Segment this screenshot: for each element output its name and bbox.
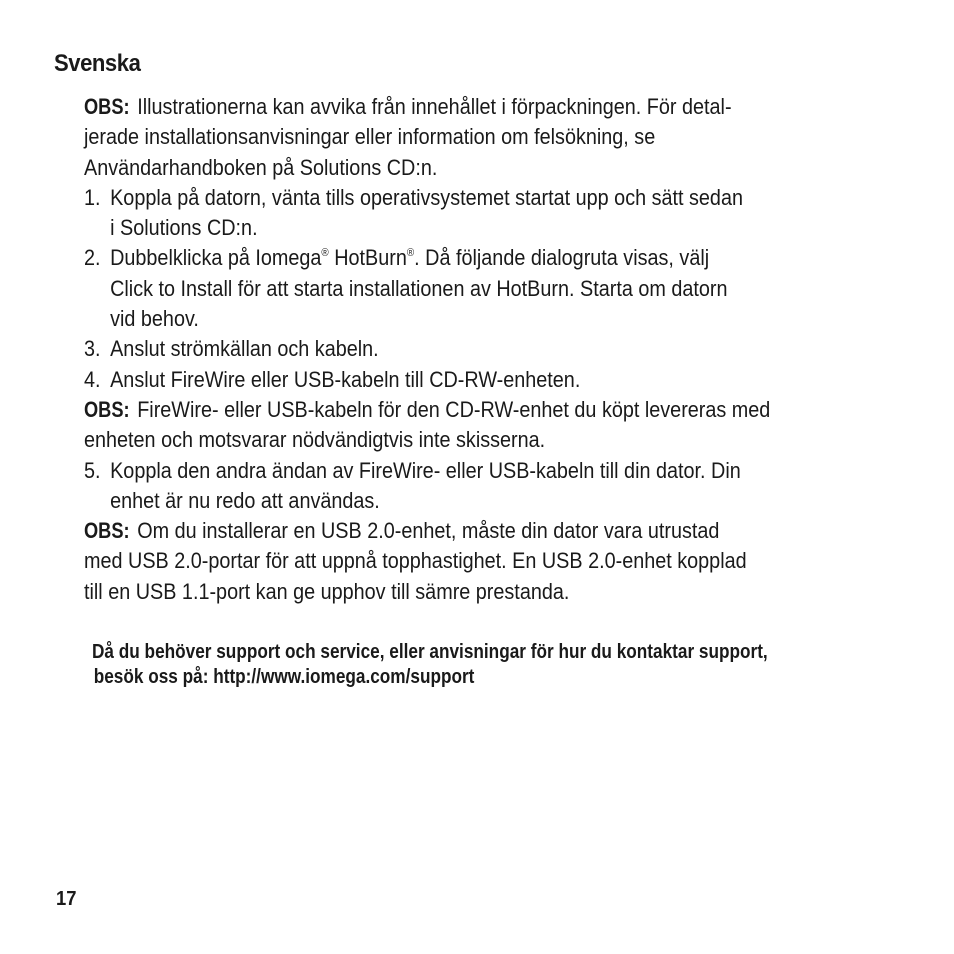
support-line1: Då du behöver support och service, eller anvisningar för hur du kontaktar support, (92, 641, 768, 663)
step-5-line1: Koppla den andra ändan av FireWire- eller USB-kabeln till din dator. Din (110, 457, 741, 483)
step-number: 3. (84, 336, 101, 362)
step-1-line1: Koppla på datorn, vänta tills operativsystemet startat upp och sätt sedan (110, 184, 743, 210)
note-cable (84, 395, 876, 456)
step-2-line2: Click to Install för att starta installationen av HotBurn. Starta om datorn (110, 275, 728, 301)
step-2-mid: HotBurn (328, 245, 407, 271)
step-number: 1. (84, 184, 101, 210)
note3-line3: till en USB 1.1-port kan ge upphov till sämre prestanda. (84, 578, 570, 604)
note-usb (84, 516, 876, 607)
step-1-line2: i Solutions CD:n. (110, 215, 258, 241)
step-1 (84, 183, 876, 244)
support-notice (92, 640, 832, 689)
obs-label: OBS: (84, 518, 130, 544)
step-2-post: . Då följande dialogruta visas, välj (414, 245, 710, 271)
note1-line3: Användarhandboken på Solutions CD:n. (84, 154, 438, 180)
registered-mark: ® (321, 247, 329, 260)
step-2-line3: vid behov. (110, 306, 199, 332)
support-line2 (92, 665, 832, 690)
step-number: 2. (84, 245, 101, 271)
obs-label: OBS: (84, 94, 130, 119)
step-2-pre: Dubbelklicka på Iomega (110, 245, 322, 271)
step-5 (84, 456, 876, 517)
step-3-line1: Anslut strömkällan och kabeln. (110, 336, 379, 362)
note2-line2: enheten och motsvarar nödvändigtvis inte skisserna. (84, 427, 546, 453)
step-number: 5. (84, 457, 101, 483)
note1-line2: jerade installationsanvisningar eller information om felsökning, se (84, 124, 656, 150)
section-heading: Svenska (54, 50, 141, 77)
step-number: 4. (84, 366, 101, 392)
step-4 (84, 365, 876, 395)
support-url-link[interactable]: http://www.iomega.com/support (213, 665, 475, 688)
note2-line1: FireWire- eller USB-kabeln för den CD-RW-enhet du köpt levereras med (137, 396, 771, 422)
page-number: 17 (56, 888, 77, 910)
instructions-body (84, 92, 876, 607)
step-3 (84, 334, 876, 364)
note3-line1: Om du installerar en USB 2.0-enhet, måste din dator vara utrustad (137, 518, 720, 544)
registered-mark: ® (406, 247, 415, 260)
obs-label: OBS: (84, 396, 130, 422)
note1-line1: Illustrationerna kan avvika från innehållet i förpackningen. För detal- (137, 94, 732, 119)
support-prefix: besök oss på: (93, 665, 214, 688)
step-4-line1: Anslut FireWire eller USB-kabeln till CD-RW-enheten. (110, 366, 581, 392)
note3-line2: med USB 2.0-portar för att uppnå topphastighet. En USB 2.0-enhet kopplad (84, 548, 747, 574)
step-5-line2: enhet är nu redo att användas. (110, 487, 380, 513)
step-2 (84, 243, 876, 334)
note-illustrations (84, 92, 876, 183)
